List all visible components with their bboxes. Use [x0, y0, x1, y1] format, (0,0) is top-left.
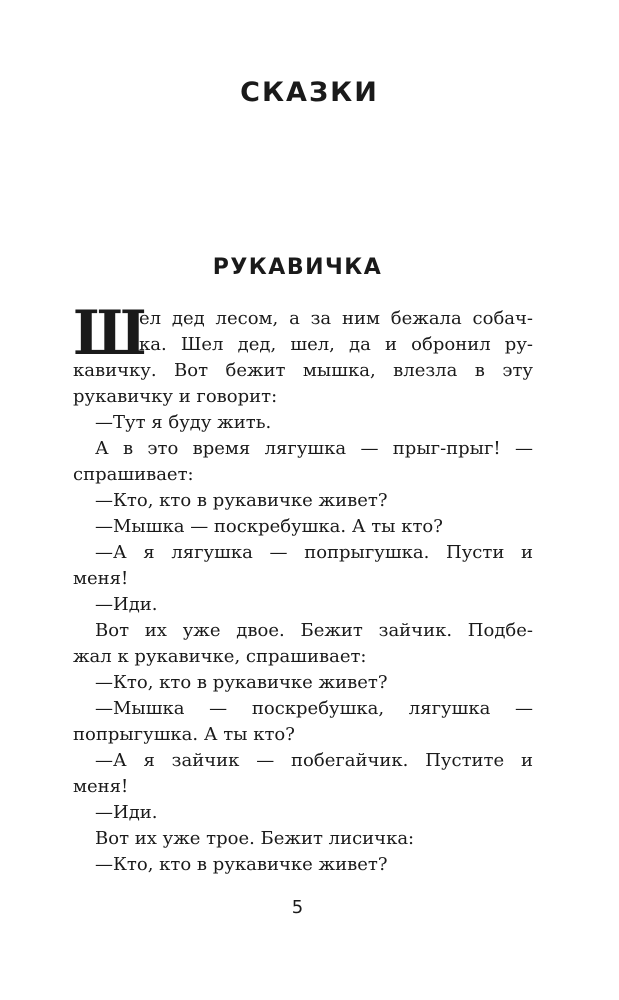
text-line-10: —А я лягушка — попрыгушка. Пусти и: [95, 542, 533, 563]
text-line-12: —Иди.: [95, 594, 158, 615]
text-line-14: жал к рукавичке, спрашивает:: [73, 646, 367, 667]
text-line-3: кавичку. Вот бежит мышка, влезла в эту: [73, 360, 533, 381]
text-line-21: Вот их уже трое. Бежит лисичка:: [95, 828, 415, 849]
text-line-22: —Кто, кто в рукавичке живет?: [95, 854, 388, 875]
text-line-7: спрашивает:: [73, 464, 194, 485]
text-line-5: —Тут я буду жить.: [95, 412, 272, 433]
text-line-9: —Мышка — поскребушка. А ты кто?: [95, 516, 443, 537]
text-line-13: Вот их уже двое. Бежит зайчик. Подбе-: [95, 620, 533, 641]
text-line-4: рукавичку и говорит:: [73, 386, 278, 407]
text-line-15: —Кто, кто в рукавичке живет?: [95, 672, 388, 693]
drop-cap: Ш: [73, 297, 145, 369]
text-line-1-content: ел дед лесом, а за ним бежала собач-: [139, 308, 533, 329]
text-line-8: —Кто, кто в рукавичке живет?: [95, 490, 388, 511]
text-line-6: А в это время лягушка — прыг-прыг! —: [95, 438, 533, 459]
text-line-11: меня!: [73, 568, 129, 589]
text-line-19: меня!: [73, 776, 129, 797]
text-line-18: —А я зайчик — побегайчик. Пустите и: [95, 750, 533, 771]
text-line-16: —Мышка — поскребушка, лягушка —: [95, 698, 533, 719]
story-text: [73, 297, 533, 878]
text-line-2: ка. Шел дед, шел, да и обронил ру-: [139, 334, 533, 355]
page-number: 5: [291, 897, 304, 918]
text-line-17: попрыгушка. А ты кто?: [73, 724, 295, 745]
story-title: РУКАВИЧКА: [212, 255, 383, 280]
section-title: СКАЗКИ: [240, 77, 379, 108]
text-line-20: —Иди.: [95, 802, 158, 823]
